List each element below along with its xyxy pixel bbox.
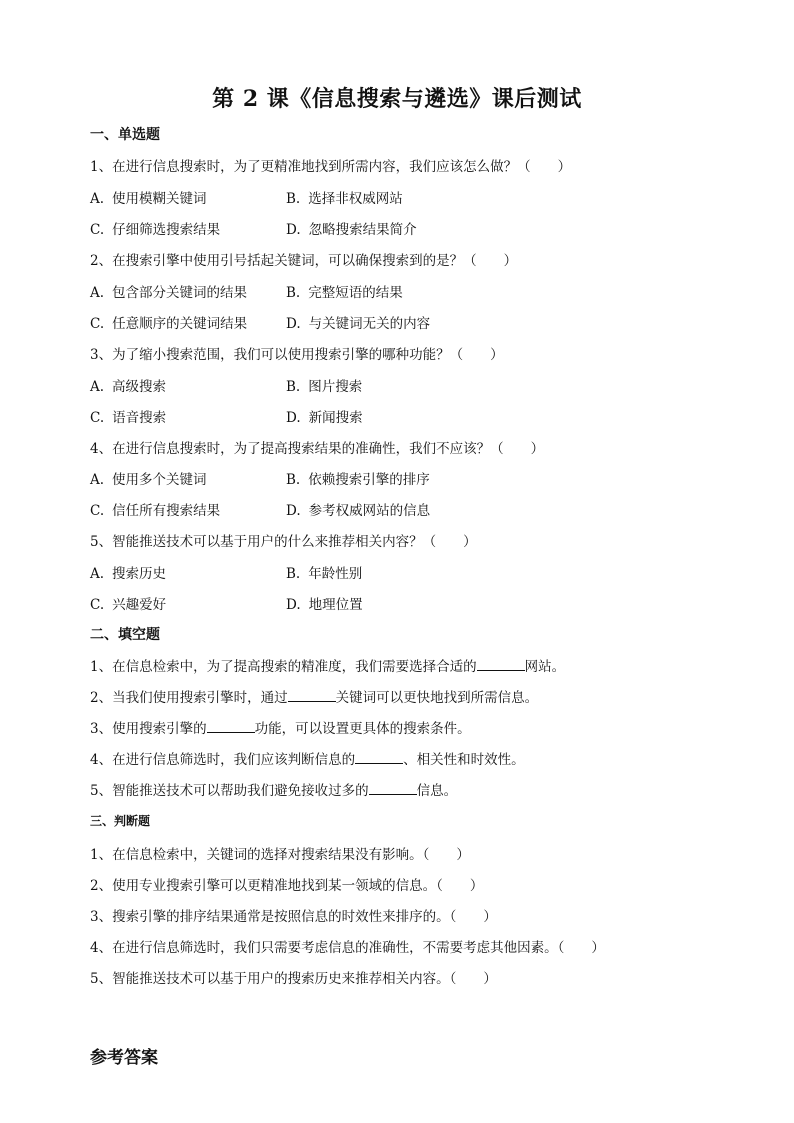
answers-heading: 参考答案 (90, 1048, 158, 1068)
option-letter: D. (286, 503, 301, 519)
option-text: 语音搜索 (112, 410, 167, 426)
section-heading-single-choice: 一、单选题 (90, 127, 160, 143)
option-text: 使用多个关键词 (112, 472, 207, 488)
question-text: 3、为了缩小搜索范围，我们可以使用搜索引擎的哪种功能？（ ） (90, 347, 504, 363)
option-text: 使用模糊关键词 (112, 191, 207, 207)
option-d (286, 218, 417, 238)
option-letter: D. (286, 597, 301, 613)
option-letter: A. (90, 285, 105, 301)
answer-blank (207, 720, 255, 733)
option-text: 任意顺序的关键词结果 (112, 316, 248, 332)
option-text: 忽略搜索结果简介 (308, 222, 417, 238)
option-b (286, 562, 362, 582)
option-text: 依赖搜索引擎的排序 (308, 472, 430, 488)
option-letter: C. (90, 410, 105, 426)
fill-blank-item (90, 686, 538, 706)
option-letter: B. (286, 472, 301, 488)
option-text: 仔细筛选搜索结果 (112, 222, 221, 238)
fill-blank-text-before: 3、使用搜索引擎的 (90, 721, 207, 737)
section-heading-true-false: 三、判断题 (90, 814, 151, 828)
option-text: 兴趣爱好 (112, 597, 167, 613)
option-text: 完整短语的结果 (308, 285, 403, 301)
fill-blank-item (90, 655, 565, 675)
option-text: 包含部分关键词的结果 (112, 285, 248, 301)
option-d (286, 593, 363, 613)
option-a (90, 468, 207, 488)
option-b (286, 281, 403, 301)
page-title: 第 2 课《信息搜索与遴选》课后测试 (212, 86, 582, 112)
option-letter: D. (286, 316, 301, 332)
true-false-item: 4、在进行信息筛选时，我们只需要考虑信息的准确性，不需要考虑其他因素。（ ） (90, 940, 605, 956)
option-text: 地理位置 (308, 597, 363, 613)
option-b (286, 187, 403, 207)
fill-blank-text-after: 功能，可以设置更具体的搜索条件。 (254, 721, 471, 737)
fill-blank-text-before: 1、在信息检索中，为了提高搜索的精准度，我们需要选择合适的 (90, 659, 477, 675)
option-text: 参考权威网站的信息 (308, 503, 431, 519)
option-letter: B. (286, 285, 301, 301)
option-text: 搜索历史 (112, 566, 167, 582)
answer-blank (355, 751, 403, 764)
fill-blank-text-before: 2、当我们使用搜索引擎时，通过 (90, 690, 288, 706)
option-b (286, 375, 362, 395)
fill-blank-item (90, 717, 471, 737)
fill-blank-text-after: 关键词可以更快地找到所需信息。 (335, 690, 539, 706)
option-text: 高级搜索 (112, 379, 167, 395)
fill-blank-text-before: 4、在进行信息筛选时，我们应该判断信息的 (90, 752, 356, 768)
true-false-item: 5、智能推送技术可以基于用户的搜索历史来推荐相关内容。（ ） (90, 971, 497, 987)
option-c (90, 406, 166, 426)
true-false-item: 1、在信息检索中，关键词的选择对搜索结果没有影响。（ ） (90, 847, 470, 863)
option-letter: C. (90, 597, 105, 613)
option-a (90, 375, 166, 395)
option-d (286, 312, 430, 332)
option-letter: B. (286, 379, 301, 395)
option-letter: D. (286, 410, 301, 426)
option-letter: C. (90, 222, 105, 238)
option-a (90, 281, 247, 301)
true-false-item: 3、搜索引擎的排序结果通常是按照信息的时效性来排序的。（ ） (90, 909, 497, 925)
option-letter: C. (90, 503, 105, 519)
question-text: 4、在进行信息搜索时，为了提高搜索结果的准确性，我们不应该？（ ） (90, 441, 545, 457)
option-a (90, 562, 166, 582)
answer-blank (477, 658, 525, 671)
option-text: 新闻搜索 (308, 410, 363, 426)
fill-blank-text-after: 网站。 (524, 659, 566, 675)
option-d (286, 406, 363, 426)
fill-blank-text-after: 、相关性和时效性。 (403, 752, 525, 768)
option-c (90, 218, 220, 238)
option-text: 图片搜索 (308, 379, 363, 395)
question-text: 1、在进行信息搜索时，为了更精准地找到所需内容，我们应该怎么做？（ ） (90, 159, 572, 175)
option-text: 年龄性别 (308, 566, 363, 582)
fill-blank-item (90, 748, 525, 768)
option-d (286, 499, 430, 519)
question-text: 5、智能推送技术可以基于用户的什么来推荐相关内容？（ ） (90, 534, 477, 550)
option-b (286, 468, 430, 488)
option-letter: A. (90, 379, 105, 395)
true-false-item: 2、使用专业搜索引擎可以更精准地找到某一领域的信息。（ ） (90, 878, 484, 894)
fill-blank-text-before: 5、智能推送技术可以帮助我们避免接收过多的 (90, 783, 369, 799)
option-letter: A. (90, 472, 105, 488)
option-text: 信任所有搜索结果 (112, 503, 221, 519)
question-text: 2、在搜索引擎中使用引号括起关键词，可以确保搜索到的是？（ ） (90, 253, 518, 269)
answer-blank (288, 689, 336, 702)
option-text: 与关键词无关的内容 (308, 316, 431, 332)
option-c (90, 593, 166, 613)
option-c (90, 312, 247, 332)
option-text: 选择非权威网站 (308, 191, 403, 207)
section-heading-fill-blank: 二、填空题 (90, 627, 160, 643)
option-letter: D. (286, 222, 301, 238)
fill-blank-item (90, 779, 457, 799)
option-letter: A. (90, 566, 105, 582)
option-letter: B. (286, 191, 301, 207)
option-letter: B. (286, 566, 301, 582)
option-c (90, 499, 220, 519)
option-a (90, 187, 207, 207)
option-letter: A. (90, 191, 105, 207)
option-letter: C. (90, 316, 105, 332)
fill-blank-text-after: 信息。 (416, 783, 458, 799)
answer-blank (369, 782, 417, 795)
